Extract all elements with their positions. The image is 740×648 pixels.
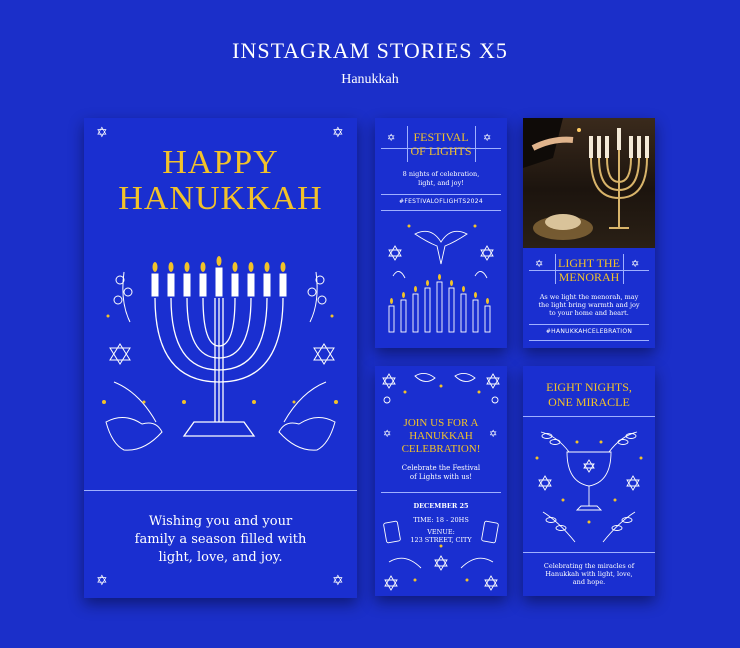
divider xyxy=(529,324,649,325)
card-join-title-line1: JOIN US FOR A xyxy=(403,417,479,429)
card-festival-desc-line1: 8 nights of celebration, xyxy=(402,170,480,178)
card-eight-title-line1: EIGHT NIGHTS, xyxy=(546,380,632,394)
story-card-main[interactable] xyxy=(84,118,357,598)
story-card-festival[interactable] xyxy=(375,118,507,348)
divider xyxy=(523,416,655,417)
menorah-illustration xyxy=(84,252,357,492)
cup-illustration xyxy=(523,422,655,552)
story-card-eight-nights[interactable] xyxy=(523,366,655,596)
card-eight-desc-line2: Hanukkah with light, love, xyxy=(545,570,633,578)
dove-candles-illustration xyxy=(375,216,507,346)
card-menorah-desc-line2: the light bring warmth and joy xyxy=(538,301,640,309)
card-menorah-hashtag: #HANUKKAHCELEBRATION xyxy=(545,328,633,335)
card-eight-title-line2: ONE MIRACLE xyxy=(548,395,630,409)
card-join-desc-line2: of Lights with us! xyxy=(409,473,473,481)
card-menorah-title-line1: LIGHT THE xyxy=(558,256,620,270)
divider xyxy=(523,552,655,553)
card-eight-desc-line3: and hope. xyxy=(572,578,606,586)
divider xyxy=(381,194,501,195)
top-pattern-illustration xyxy=(375,366,507,406)
card-main-title-line1: HAPPY xyxy=(162,144,279,181)
story-card-menorah[interactable] xyxy=(523,118,655,348)
divider xyxy=(381,210,501,211)
star-icon: ✡ xyxy=(96,125,108,141)
card-join-date: DECEMBER 25 xyxy=(413,502,469,510)
divider xyxy=(529,340,649,341)
card-festival-title-line2: OF LIGHTS xyxy=(410,144,472,158)
star-icon: ✡ xyxy=(383,429,392,440)
bottom-pattern-illustration xyxy=(375,522,507,592)
card-main-wish-line2: family a season filled with xyxy=(134,532,307,547)
card-festival-title-line1: FESTIVAL xyxy=(413,130,469,144)
star-icon: ✡ xyxy=(332,573,344,589)
star-icon: ✡ xyxy=(387,133,396,144)
card-festival-hashtag: #FESTIVALOFLIGHTS2024 xyxy=(399,198,483,205)
card-join-title-line3: CELEBRATION! xyxy=(401,443,481,455)
card-main-wish-line3: light, love, and joy. xyxy=(158,550,283,565)
card-main-title-line2: HANUKKAH xyxy=(118,180,323,217)
card-join-venue-label: VENUE: xyxy=(427,528,455,536)
star-icon: ✡ xyxy=(483,133,492,144)
star-icon: ✡ xyxy=(631,259,640,270)
page-subtitle: Hanukkah xyxy=(341,72,399,87)
divider xyxy=(84,490,357,491)
card-menorah-title-line2: MENORAH xyxy=(558,270,620,284)
card-eight-desc-line1: Celebrating the miracles of xyxy=(543,562,635,570)
card-festival-desc-line2: light, and joy! xyxy=(418,179,464,187)
card-menorah-desc-line1: As we light the menorah, may xyxy=(539,293,639,301)
page-title: INSTAGRAM STORIES X5 xyxy=(232,38,508,63)
card-join-desc-line1: Celebrate the Festival xyxy=(401,464,481,472)
divider xyxy=(381,492,501,493)
card-main-wish-line1: Wishing you and your xyxy=(148,514,293,529)
star-icon: ✡ xyxy=(332,125,344,141)
star-icon: ✡ xyxy=(489,429,498,440)
card-join-time: TIME: 18 - 20HS xyxy=(413,516,469,524)
star-icon: ✡ xyxy=(96,573,108,589)
menorah-photo-illustration xyxy=(523,118,655,248)
card-menorah-desc-line3: to your home and heart. xyxy=(549,309,629,317)
card-join-venue: 123 STREET, CITY xyxy=(410,536,472,544)
story-card-join[interactable] xyxy=(375,366,507,596)
star-icon: ✡ xyxy=(535,259,544,270)
card-join-title-line2: HANUKKAH xyxy=(409,430,473,442)
